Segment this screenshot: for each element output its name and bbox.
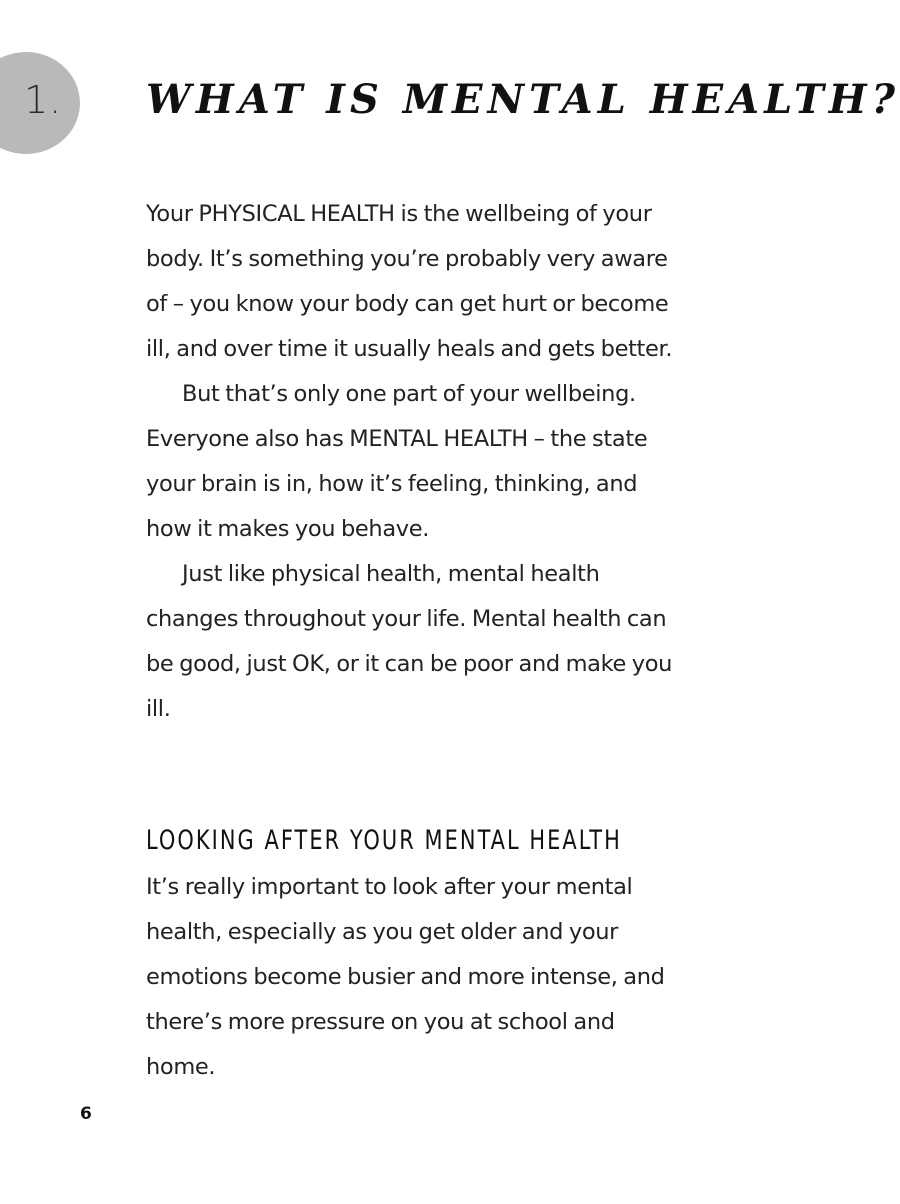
paragraph: It’s really important to look after your mental health, especially as you get older and your emotions become busier and more intense, and there’s more pressure on you at school and home. [146, 874, 665, 1080]
intro-text [146, 192, 686, 732]
section-text [146, 865, 686, 1090]
paragraph: Just like physical health, mental health changes throughout your life. Mental health can be good, just OK, or it can be poor and make you ill. [146, 561, 673, 722]
chapter-number: 1. [24, 78, 63, 122]
chapter-title: WHAT IS MENTAL HEALTH? [146, 76, 900, 123]
paragraph: Your PHYSICAL HEALTH is the wellbeing of your body. It’s something you’re probably very aware of – you know your body can get hurt or become ill, and over time it usually heals and gets better. [146, 201, 673, 362]
section-heading: LOOKING AFTER YOUR MENTAL HEALTH [146, 825, 622, 856]
paragraph: But that’s only one part of your wellbeing. Everyone also has MENTAL HEALTH – the state your brain is in, how it’s feeling, thinking, and how it makes you behave. [146, 381, 648, 542]
page-number: 6 [80, 1104, 92, 1124]
